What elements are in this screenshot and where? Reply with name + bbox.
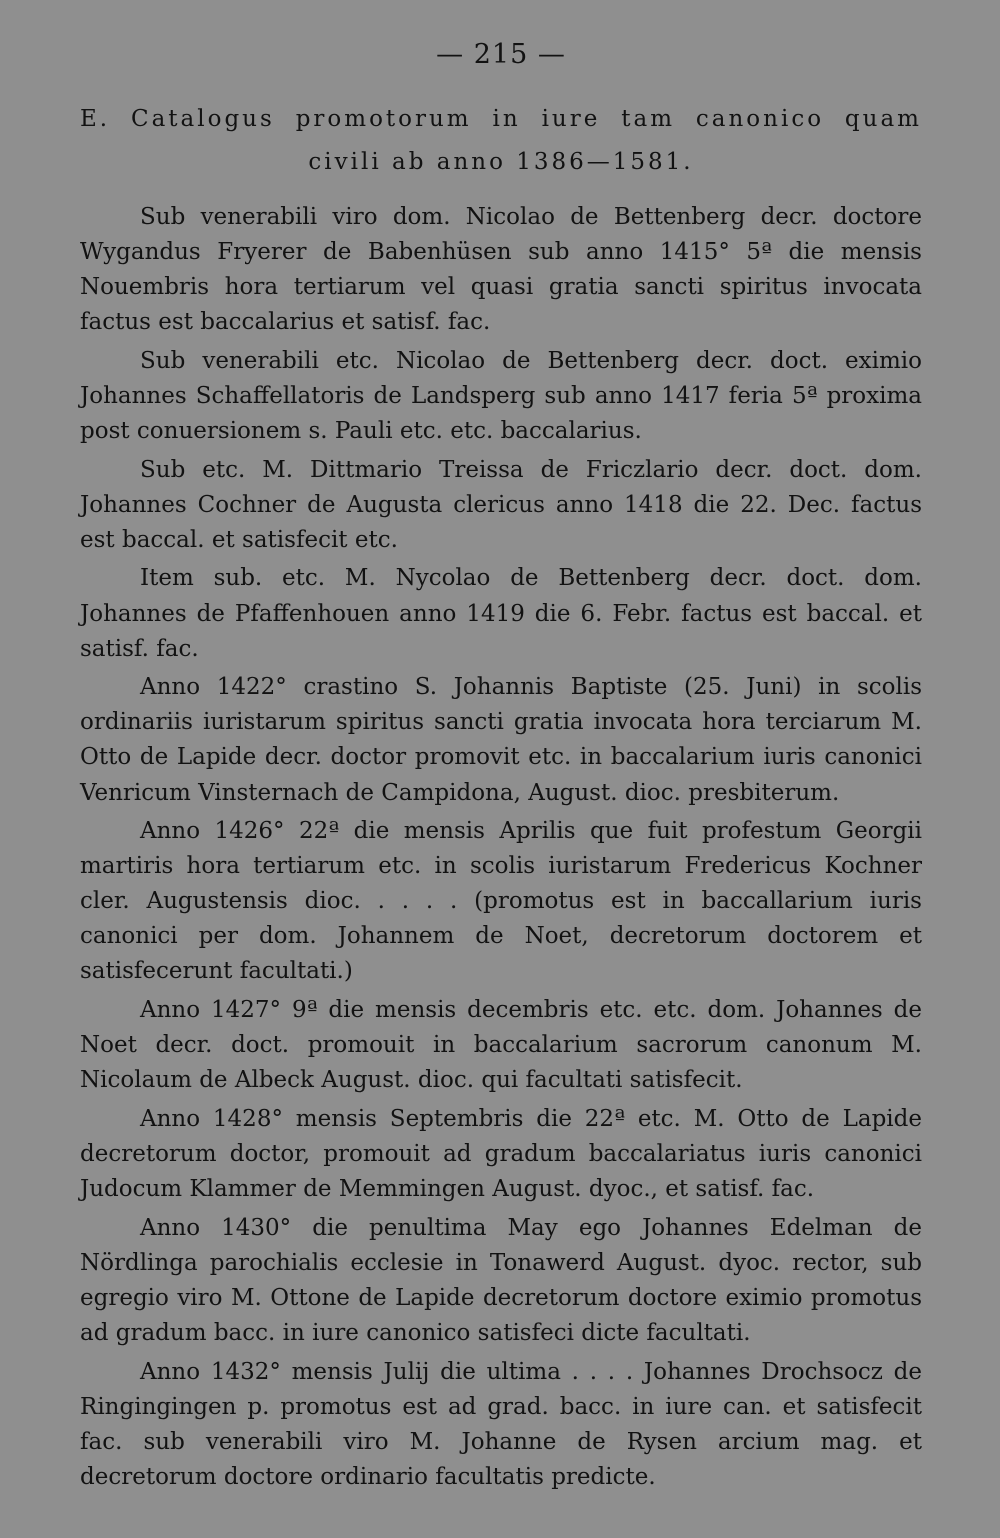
catalog-entry: Anno 1432° mensis Julij die ultima . . . . Johannes Drochsocz de Ringingingen p. promotus est ad grad. bacc. in iure can. et satisfecit fac. sub venerabili viro M. Johanne de Rysen arcium mag. et decretorum doctore ordinario facultatis predicte. [80, 1358, 922, 1490]
catalog-entry: Item sub. etc. M. Nycolao de Bettenberg decr. doct. dom. Johannes de Pfaffenhouen anno 1419 die 6. Febr. factus est baccal. et satisf. fac. [80, 565, 922, 662]
page-number: — 215 — [436, 39, 566, 70]
catalog-entry: Anno 1426° 22ª die mensis Aprilis que fuit profestum Georgii martiris hora tertiarum etc. in scolis iuristarum Fredericus Kochner cler. Augustensis dioc. . . . . (promotus est in baccallarium iuris canonici per dom. Johannem de Noet, decretorum doctorem et satisfecerunt facultati.) [80, 818, 922, 985]
catalog-entry: Anno 1430° die penultima May ego Johannes Edelman de Nördlinga parochialis ecclesie in Tonawerd August. dyoc. rector, sub egregio viro M. Ottone de Lapide decretorum doctore eximio promotus ad gradum bacc. in iure canonico satisfeci dicte facultati. [80, 1214, 922, 1346]
catalog-entry: Sub venerabili etc. Nicolao de Bettenberg decr. doct. eximio Johannes Schaffellatoris de Landsperg sub anno 1417 feria 5ª proxima post conuersionem s. Pauli etc. etc. baccalarius. [80, 347, 922, 445]
catalog-entry: Anno 1427° 9ª die mensis decembris etc. etc. dom. Johannes de Noet decr. doct. promouit in baccalarium sacrorum canonum M. Nicolaum de Albeck August. dioc. qui facultati satisfecit. [80, 997, 922, 1094]
catalog-entry: Sub etc. M. Dittmario Treissa de Friczlario decr. doct. dom. Johannes Cochner de Augusta clericus anno 1418 die 22. Dec. factus est baccal. et satisfecit etc. [80, 456, 922, 553]
section-heading: E. Catalogus promotorum in iure tam canonico quam civili ab anno 1386—1581. [80, 106, 922, 175]
document-page [80, 38, 922, 1498]
catalog-entry: Anno 1428° mensis Septembris die 22ª etc. M. Otto de Lapide decretorum doctor, promouit ad gradum baccalariatus iuris canonici Judocum Klammer de Memmingen August. dyoc., et satisf. fac. [80, 1105, 922, 1203]
catalog-entry: Sub venerabili viro dom. Nicolao de Bettenberg decr. doctore Wygandus Fryerer de Babenhüsen sub anno 1415° 5ª die mensis Nouembris hora tertiarum vel quasi gratia sancti spiritus invocata factus est baccalarius et satisf. fac. [80, 204, 922, 336]
catalog-entry: Anno 1422° crastino S. Johannis Baptiste (25. Juni) in scolis ordinariis iuristarum spiritus sancti gratia invocata hora terciarum M. Otto de Lapide decr. doctor promovit etc. in baccalarium iuris canonici Venricum Vinsternach de Campidona, August. dioc. presbiterum. [80, 674, 922, 806]
